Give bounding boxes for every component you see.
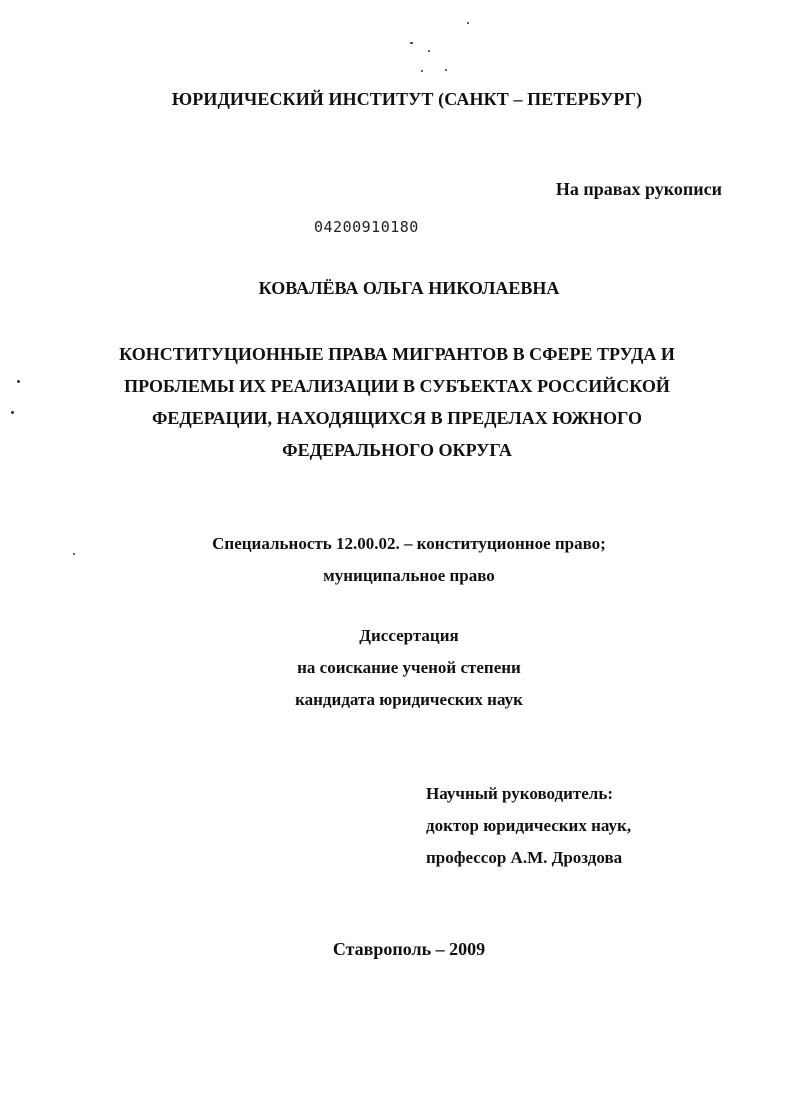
manuscript-rights-note: На правах рукописи xyxy=(555,179,722,199)
institute-name: ЮРИДИЧЕСКИЙ ИНСТИТУТ (САНКТ – ПЕТЕРБУРГ) xyxy=(171,89,643,109)
degree-line: Диссертация xyxy=(359,626,459,645)
degree-line: на соискание ученой степени xyxy=(297,658,521,677)
scan-speck xyxy=(421,70,423,72)
advisor-line: Научный руководитель: xyxy=(426,784,613,803)
dissertation-title xyxy=(0,338,794,466)
advisor-line: доктор юридических наук, xyxy=(426,816,632,835)
specialty xyxy=(12,528,794,592)
scan-speck xyxy=(445,69,447,71)
author-name: КОВАЛЁВА ОЛЬГА НИКОЛАЕВНА xyxy=(258,278,560,298)
city-year: Ставрополь – 2009 xyxy=(332,939,486,959)
scan-speck xyxy=(410,42,413,44)
degree-statement xyxy=(12,620,794,716)
title-line: ПРОБЛЕМЫ ИХ РЕАЛИЗАЦИИ В СУБЪЕКТАХ РОССИЙСКОЙ xyxy=(124,376,670,396)
title-line: ФЕДЕРАЛЬНОГО ОКРУГА xyxy=(282,440,512,460)
degree-line: кандидата юридических наук xyxy=(295,690,523,709)
scientific-advisor xyxy=(426,778,631,874)
title-line: ФЕДЕРАЦИИ, НАХОДЯЩИХСЯ В ПРЕДЕЛАХ ЮЖНОГО xyxy=(151,408,643,428)
scan-speck xyxy=(428,50,430,52)
title-line: КОНСТИТУЦИОННЫЕ ПРАВА МИГРАНТОВ В СФЕРЕ ТРУДА И xyxy=(119,344,675,364)
specialty-line: муниципальное право xyxy=(323,566,495,585)
scan-speck xyxy=(467,22,469,24)
registration-number: 04200910180 xyxy=(314,218,419,236)
advisor-line: профессор А.М. Дроздова xyxy=(426,848,623,867)
specialty-line: Специальность 12.00.02. – конституционное право; xyxy=(212,534,606,553)
